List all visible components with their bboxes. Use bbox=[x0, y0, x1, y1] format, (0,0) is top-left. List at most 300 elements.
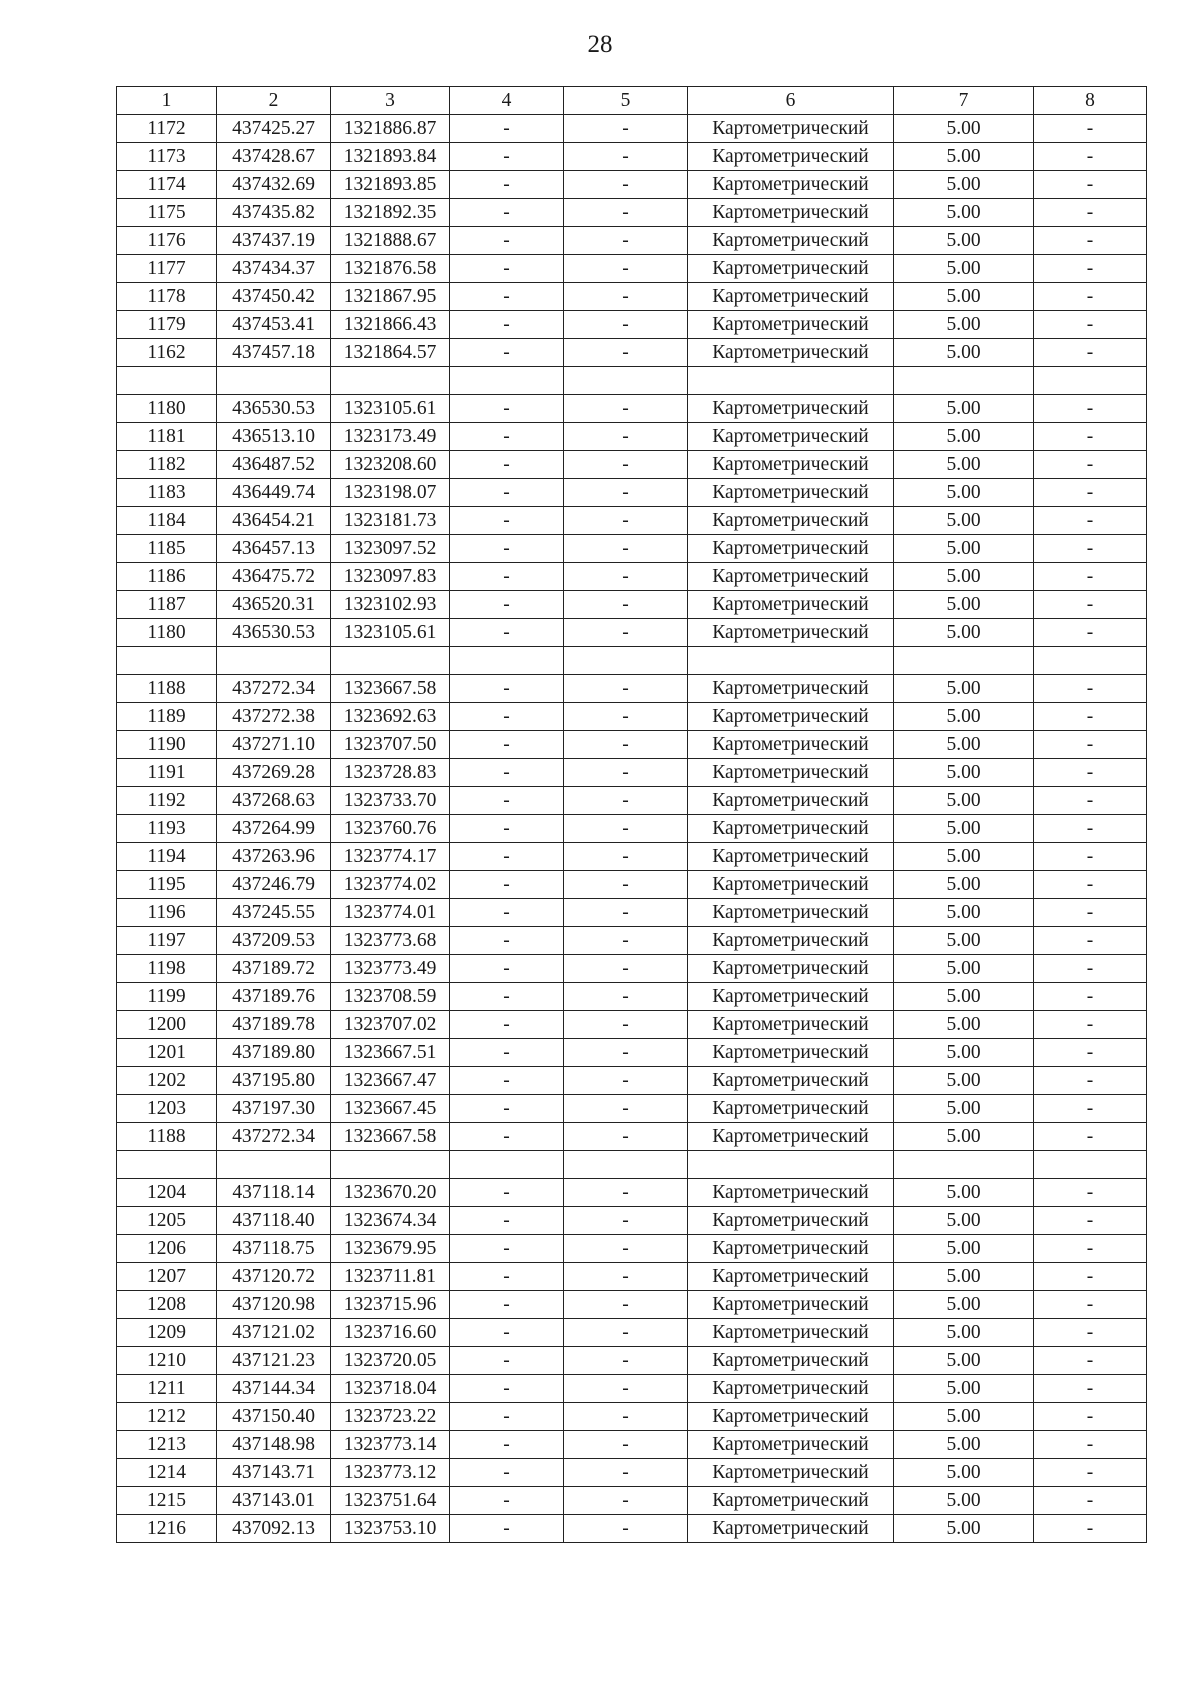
y-coordinate-cell: 1321892.35 bbox=[331, 199, 450, 227]
accuracy-cell: 5.00 bbox=[894, 731, 1034, 759]
col4-cell: - bbox=[450, 983, 564, 1011]
col4-cell: - bbox=[450, 479, 564, 507]
y-coordinate-cell: 1321866.43 bbox=[331, 311, 450, 339]
column-header-2: 2 bbox=[217, 87, 331, 115]
table-row bbox=[117, 759, 1147, 787]
x-coordinate-cell: 437209.53 bbox=[217, 927, 331, 955]
col8-cell: - bbox=[1034, 563, 1147, 591]
table-row bbox=[117, 1095, 1147, 1123]
col8-cell: - bbox=[1034, 423, 1147, 451]
col5-cell: - bbox=[564, 1375, 688, 1403]
x-coordinate-cell: 437453.41 bbox=[217, 311, 331, 339]
col8-cell: - bbox=[1034, 1011, 1147, 1039]
x-coordinate-cell: 437189.78 bbox=[217, 1011, 331, 1039]
col4-cell: - bbox=[450, 227, 564, 255]
col4-cell: - bbox=[450, 1011, 564, 1039]
y-coordinate-cell: 1323667.58 bbox=[331, 675, 450, 703]
empty-cell bbox=[117, 647, 217, 675]
col5-cell: - bbox=[564, 1067, 688, 1095]
accuracy-cell: 5.00 bbox=[894, 451, 1034, 479]
table-row bbox=[117, 815, 1147, 843]
method-cell: Картометрический bbox=[688, 479, 894, 507]
x-coordinate-cell: 437263.96 bbox=[217, 843, 331, 871]
accuracy-cell: 5.00 bbox=[894, 535, 1034, 563]
col8-cell: - bbox=[1034, 815, 1147, 843]
col4-cell: - bbox=[450, 1095, 564, 1123]
col5-cell: - bbox=[564, 927, 688, 955]
col4-cell: - bbox=[450, 311, 564, 339]
accuracy-cell: 5.00 bbox=[894, 479, 1034, 507]
accuracy-cell: 5.00 bbox=[894, 255, 1034, 283]
point-number-cell: 1209 bbox=[117, 1319, 217, 1347]
col8-cell: - bbox=[1034, 1375, 1147, 1403]
accuracy-cell: 5.00 bbox=[894, 1039, 1034, 1067]
table-row bbox=[117, 1179, 1147, 1207]
x-coordinate-cell: 437432.69 bbox=[217, 171, 331, 199]
table-row bbox=[117, 451, 1147, 479]
col8-cell: - bbox=[1034, 339, 1147, 367]
x-coordinate-cell: 437435.82 bbox=[217, 199, 331, 227]
point-number-cell: 1196 bbox=[117, 899, 217, 927]
x-coordinate-cell: 437144.34 bbox=[217, 1375, 331, 1403]
col8-cell: - bbox=[1034, 703, 1147, 731]
col4-cell: - bbox=[450, 507, 564, 535]
method-cell: Картометрический bbox=[688, 1207, 894, 1235]
col4-cell: - bbox=[450, 1459, 564, 1487]
method-cell: Картометрический bbox=[688, 815, 894, 843]
table-row bbox=[117, 983, 1147, 1011]
col8-cell: - bbox=[1034, 1179, 1147, 1207]
y-coordinate-cell: 1323707.50 bbox=[331, 731, 450, 759]
empty-cell bbox=[688, 647, 894, 675]
col8-cell: - bbox=[1034, 1431, 1147, 1459]
accuracy-cell: 5.00 bbox=[894, 1431, 1034, 1459]
table-row bbox=[117, 1235, 1147, 1263]
col5-cell: - bbox=[564, 255, 688, 283]
table-row bbox=[117, 1403, 1147, 1431]
col8-cell: - bbox=[1034, 1347, 1147, 1375]
method-cell: Картометрический bbox=[688, 591, 894, 619]
x-coordinate-cell: 437118.14 bbox=[217, 1179, 331, 1207]
y-coordinate-cell: 1323667.45 bbox=[331, 1095, 450, 1123]
col5-cell: - bbox=[564, 451, 688, 479]
col8-cell: - bbox=[1034, 311, 1147, 339]
table-row bbox=[117, 927, 1147, 955]
separator-row bbox=[117, 367, 1147, 395]
empty-cell bbox=[894, 1151, 1034, 1179]
col5-cell: - bbox=[564, 983, 688, 1011]
empty-cell bbox=[331, 647, 450, 675]
accuracy-cell: 5.00 bbox=[894, 1459, 1034, 1487]
empty-cell bbox=[1034, 1151, 1147, 1179]
empty-cell bbox=[894, 647, 1034, 675]
col8-cell: - bbox=[1034, 1291, 1147, 1319]
method-cell: Картометрический bbox=[688, 535, 894, 563]
page-number: 28 bbox=[587, 31, 613, 58]
point-number-cell: 1211 bbox=[117, 1375, 217, 1403]
accuracy-cell: 5.00 bbox=[894, 703, 1034, 731]
col4-cell: - bbox=[450, 843, 564, 871]
table-row bbox=[117, 899, 1147, 927]
col5-cell: - bbox=[564, 1347, 688, 1375]
col5-cell: - bbox=[564, 143, 688, 171]
col4-cell: - bbox=[450, 143, 564, 171]
y-coordinate-cell: 1323105.61 bbox=[331, 395, 450, 423]
table-row bbox=[117, 675, 1147, 703]
empty-cell bbox=[331, 367, 450, 395]
col4-cell: - bbox=[450, 1207, 564, 1235]
method-cell: Картометрический bbox=[688, 927, 894, 955]
col8-cell: - bbox=[1034, 1487, 1147, 1515]
x-coordinate-cell: 437437.19 bbox=[217, 227, 331, 255]
col8-cell: - bbox=[1034, 955, 1147, 983]
accuracy-cell: 5.00 bbox=[894, 1011, 1034, 1039]
point-number-cell: 1181 bbox=[117, 423, 217, 451]
point-number-cell: 1201 bbox=[117, 1039, 217, 1067]
table-row bbox=[117, 423, 1147, 451]
col5-cell: - bbox=[564, 1235, 688, 1263]
x-coordinate-cell: 437272.34 bbox=[217, 1123, 331, 1151]
point-number-cell: 1216 bbox=[117, 1515, 217, 1543]
empty-cell bbox=[217, 647, 331, 675]
table-row bbox=[117, 283, 1147, 311]
accuracy-cell: 5.00 bbox=[894, 1319, 1034, 1347]
point-number-cell: 1210 bbox=[117, 1347, 217, 1375]
method-cell: Картометрический bbox=[688, 871, 894, 899]
x-coordinate-cell: 436449.74 bbox=[217, 479, 331, 507]
x-coordinate-cell: 437118.75 bbox=[217, 1235, 331, 1263]
y-coordinate-cell: 1323773.14 bbox=[331, 1431, 450, 1459]
method-cell: Картометрический bbox=[688, 283, 894, 311]
table-row bbox=[117, 479, 1147, 507]
col5-cell: - bbox=[564, 955, 688, 983]
x-coordinate-cell: 437271.10 bbox=[217, 731, 331, 759]
col4-cell: - bbox=[450, 1263, 564, 1291]
col8-cell: - bbox=[1034, 1403, 1147, 1431]
col4-cell: - bbox=[450, 1067, 564, 1095]
col8-cell: - bbox=[1034, 199, 1147, 227]
y-coordinate-cell: 1323679.95 bbox=[331, 1235, 450, 1263]
col4-cell: - bbox=[450, 171, 564, 199]
col5-cell: - bbox=[564, 1095, 688, 1123]
table-row bbox=[117, 311, 1147, 339]
y-coordinate-cell: 1323198.07 bbox=[331, 479, 450, 507]
y-coordinate-cell: 1321893.84 bbox=[331, 143, 450, 171]
accuracy-cell: 5.00 bbox=[894, 171, 1034, 199]
table-row bbox=[117, 1487, 1147, 1515]
table-row bbox=[117, 843, 1147, 871]
method-cell: Картометрический bbox=[688, 731, 894, 759]
col8-cell: - bbox=[1034, 1515, 1147, 1543]
y-coordinate-cell: 1321876.58 bbox=[331, 255, 450, 283]
method-cell: Картометрический bbox=[688, 423, 894, 451]
table-row bbox=[117, 1291, 1147, 1319]
accuracy-cell: 5.00 bbox=[894, 955, 1034, 983]
accuracy-cell: 5.00 bbox=[894, 983, 1034, 1011]
point-number-cell: 1207 bbox=[117, 1263, 217, 1291]
col5-cell: - bbox=[564, 899, 688, 927]
col5-cell: - bbox=[564, 395, 688, 423]
table-row bbox=[117, 1067, 1147, 1095]
empty-cell bbox=[564, 1151, 688, 1179]
x-coordinate-cell: 436520.31 bbox=[217, 591, 331, 619]
x-coordinate-cell: 437143.01 bbox=[217, 1487, 331, 1515]
empty-cell bbox=[217, 367, 331, 395]
method-cell: Картометрический bbox=[688, 843, 894, 871]
point-number-cell: 1183 bbox=[117, 479, 217, 507]
col5-cell: - bbox=[564, 731, 688, 759]
method-cell: Картометрический bbox=[688, 255, 894, 283]
col8-cell: - bbox=[1034, 535, 1147, 563]
col8-cell: - bbox=[1034, 871, 1147, 899]
accuracy-cell: 5.00 bbox=[894, 1347, 1034, 1375]
col5-cell: - bbox=[564, 1179, 688, 1207]
col8-cell: - bbox=[1034, 675, 1147, 703]
col5-cell: - bbox=[564, 227, 688, 255]
y-coordinate-cell: 1323692.63 bbox=[331, 703, 450, 731]
method-cell: Картометрический bbox=[688, 1067, 894, 1095]
accuracy-cell: 5.00 bbox=[894, 1263, 1034, 1291]
y-coordinate-cell: 1323173.49 bbox=[331, 423, 450, 451]
table-row bbox=[117, 199, 1147, 227]
separator-row bbox=[117, 1151, 1147, 1179]
col5-cell: - bbox=[564, 1515, 688, 1543]
method-cell: Картометрический bbox=[688, 395, 894, 423]
table-row bbox=[117, 143, 1147, 171]
empty-cell bbox=[688, 367, 894, 395]
method-cell: Картометрический bbox=[688, 171, 894, 199]
col4-cell: - bbox=[450, 395, 564, 423]
method-cell: Картометрический bbox=[688, 983, 894, 1011]
col4-cell: - bbox=[450, 1179, 564, 1207]
point-number-cell: 1214 bbox=[117, 1459, 217, 1487]
point-number-cell: 1192 bbox=[117, 787, 217, 815]
col8-cell: - bbox=[1034, 1095, 1147, 1123]
x-coordinate-cell: 437264.99 bbox=[217, 815, 331, 843]
col4-cell: - bbox=[450, 703, 564, 731]
col5-cell: - bbox=[564, 1403, 688, 1431]
col4-cell: - bbox=[450, 787, 564, 815]
y-coordinate-cell: 1323760.76 bbox=[331, 815, 450, 843]
col5-cell: - bbox=[564, 619, 688, 647]
point-number-cell: 1178 bbox=[117, 283, 217, 311]
empty-cell bbox=[688, 1151, 894, 1179]
point-number-cell: 1208 bbox=[117, 1291, 217, 1319]
col4-cell: - bbox=[450, 1123, 564, 1151]
accuracy-cell: 5.00 bbox=[894, 199, 1034, 227]
x-coordinate-cell: 437268.63 bbox=[217, 787, 331, 815]
y-coordinate-cell: 1323097.52 bbox=[331, 535, 450, 563]
col8-cell: - bbox=[1034, 1067, 1147, 1095]
empty-cell bbox=[217, 1151, 331, 1179]
x-coordinate-cell: 437121.02 bbox=[217, 1319, 331, 1347]
col5-cell: - bbox=[564, 1291, 688, 1319]
method-cell: Картометрический bbox=[688, 1291, 894, 1319]
col5-cell: - bbox=[564, 423, 688, 451]
method-cell: Картометрический bbox=[688, 311, 894, 339]
col5-cell: - bbox=[564, 199, 688, 227]
col8-cell: - bbox=[1034, 1459, 1147, 1487]
col5-cell: - bbox=[564, 787, 688, 815]
y-coordinate-cell: 1323773.68 bbox=[331, 927, 450, 955]
point-number-cell: 1197 bbox=[117, 927, 217, 955]
col4-cell: - bbox=[450, 675, 564, 703]
col8-cell: - bbox=[1034, 227, 1147, 255]
point-number-cell: 1189 bbox=[117, 703, 217, 731]
accuracy-cell: 5.00 bbox=[894, 507, 1034, 535]
accuracy-cell: 5.00 bbox=[894, 787, 1034, 815]
accuracy-cell: 5.00 bbox=[894, 1207, 1034, 1235]
table-row bbox=[117, 563, 1147, 591]
point-number-cell: 1199 bbox=[117, 983, 217, 1011]
y-coordinate-cell: 1323674.34 bbox=[331, 1207, 450, 1235]
table-row bbox=[117, 1515, 1147, 1543]
accuracy-cell: 5.00 bbox=[894, 311, 1034, 339]
col8-cell: - bbox=[1034, 899, 1147, 927]
x-coordinate-cell: 436530.53 bbox=[217, 619, 331, 647]
col4-cell: - bbox=[450, 115, 564, 143]
x-coordinate-cell: 437120.72 bbox=[217, 1263, 331, 1291]
col5-cell: - bbox=[564, 675, 688, 703]
column-header-6: 6 bbox=[688, 87, 894, 115]
x-coordinate-cell: 437118.40 bbox=[217, 1207, 331, 1235]
col5-cell: - bbox=[564, 507, 688, 535]
header-row bbox=[117, 87, 1147, 115]
col4-cell: - bbox=[450, 1291, 564, 1319]
empty-cell bbox=[450, 647, 564, 675]
point-number-cell: 1200 bbox=[117, 1011, 217, 1039]
empty-cell bbox=[564, 367, 688, 395]
point-number-cell: 1187 bbox=[117, 591, 217, 619]
col5-cell: - bbox=[564, 815, 688, 843]
y-coordinate-cell: 1323208.60 bbox=[331, 451, 450, 479]
method-cell: Картометрический bbox=[688, 143, 894, 171]
table-row bbox=[117, 395, 1147, 423]
accuracy-cell: 5.00 bbox=[894, 675, 1034, 703]
table-row bbox=[117, 1011, 1147, 1039]
col5-cell: - bbox=[564, 1207, 688, 1235]
table-row bbox=[117, 1347, 1147, 1375]
y-coordinate-cell: 1323716.60 bbox=[331, 1319, 450, 1347]
column-header-3: 3 bbox=[331, 87, 450, 115]
point-number-cell: 1198 bbox=[117, 955, 217, 983]
y-coordinate-cell: 1323667.47 bbox=[331, 1067, 450, 1095]
method-cell: Картометрический bbox=[688, 759, 894, 787]
table-row bbox=[117, 619, 1147, 647]
table-row bbox=[117, 1263, 1147, 1291]
accuracy-cell: 5.00 bbox=[894, 563, 1034, 591]
accuracy-cell: 5.00 bbox=[894, 843, 1034, 871]
col4-cell: - bbox=[450, 731, 564, 759]
method-cell: Картометрический bbox=[688, 955, 894, 983]
method-cell: Картометрический bbox=[688, 1347, 894, 1375]
y-coordinate-cell: 1323723.22 bbox=[331, 1403, 450, 1431]
x-coordinate-cell: 436530.53 bbox=[217, 395, 331, 423]
column-header-8: 8 bbox=[1034, 87, 1147, 115]
y-coordinate-cell: 1321864.57 bbox=[331, 339, 450, 367]
col8-cell: - bbox=[1034, 591, 1147, 619]
point-number-cell: 1191 bbox=[117, 759, 217, 787]
method-cell: Картометрический bbox=[688, 1179, 894, 1207]
col5-cell: - bbox=[564, 1039, 688, 1067]
accuracy-cell: 5.00 bbox=[894, 815, 1034, 843]
y-coordinate-cell: 1323715.96 bbox=[331, 1291, 450, 1319]
point-number-cell: 1212 bbox=[117, 1403, 217, 1431]
coordinates-table bbox=[116, 86, 1147, 1543]
col8-cell: - bbox=[1034, 787, 1147, 815]
col4-cell: - bbox=[450, 535, 564, 563]
table-row bbox=[117, 1431, 1147, 1459]
column-header-7: 7 bbox=[894, 87, 1034, 115]
empty-cell bbox=[564, 647, 688, 675]
x-coordinate-cell: 437457.18 bbox=[217, 339, 331, 367]
accuracy-cell: 5.00 bbox=[894, 339, 1034, 367]
x-coordinate-cell: 437189.76 bbox=[217, 983, 331, 1011]
accuracy-cell: 5.00 bbox=[894, 1235, 1034, 1263]
col5-cell: - bbox=[564, 563, 688, 591]
accuracy-cell: 5.00 bbox=[894, 1375, 1034, 1403]
col8-cell: - bbox=[1034, 283, 1147, 311]
col4-cell: - bbox=[450, 1515, 564, 1543]
point-number-cell: 1213 bbox=[117, 1431, 217, 1459]
point-number-cell: 1203 bbox=[117, 1095, 217, 1123]
point-number-cell: 1186 bbox=[117, 563, 217, 591]
y-coordinate-cell: 1323774.01 bbox=[331, 899, 450, 927]
point-number-cell: 1180 bbox=[117, 395, 217, 423]
col4-cell: - bbox=[450, 1487, 564, 1515]
col5-cell: - bbox=[564, 1011, 688, 1039]
col5-cell: - bbox=[564, 1123, 688, 1151]
point-number-cell: 1202 bbox=[117, 1067, 217, 1095]
y-coordinate-cell: 1323711.81 bbox=[331, 1263, 450, 1291]
x-coordinate-cell: 437428.67 bbox=[217, 143, 331, 171]
col4-cell: - bbox=[450, 955, 564, 983]
col8-cell: - bbox=[1034, 395, 1147, 423]
method-cell: Картометрический bbox=[688, 1263, 894, 1291]
table-row bbox=[117, 731, 1147, 759]
col5-cell: - bbox=[564, 1459, 688, 1487]
table-row bbox=[117, 255, 1147, 283]
col5-cell: - bbox=[564, 1263, 688, 1291]
point-number-cell: 1172 bbox=[117, 115, 217, 143]
col8-cell: - bbox=[1034, 983, 1147, 1011]
col4-cell: - bbox=[450, 199, 564, 227]
empty-cell bbox=[894, 367, 1034, 395]
y-coordinate-cell: 1323733.70 bbox=[331, 787, 450, 815]
accuracy-cell: 5.00 bbox=[894, 619, 1034, 647]
x-coordinate-cell: 437450.42 bbox=[217, 283, 331, 311]
table-row bbox=[117, 535, 1147, 563]
col4-cell: - bbox=[450, 451, 564, 479]
accuracy-cell: 5.00 bbox=[894, 871, 1034, 899]
method-cell: Картометрический bbox=[688, 199, 894, 227]
col8-cell: - bbox=[1034, 619, 1147, 647]
col8-cell: - bbox=[1034, 507, 1147, 535]
col5-cell: - bbox=[564, 591, 688, 619]
col5-cell: - bbox=[564, 1319, 688, 1347]
col5-cell: - bbox=[564, 535, 688, 563]
y-coordinate-cell: 1321888.67 bbox=[331, 227, 450, 255]
col5-cell: - bbox=[564, 339, 688, 367]
y-coordinate-cell: 1323774.17 bbox=[331, 843, 450, 871]
col8-cell: - bbox=[1034, 1235, 1147, 1263]
accuracy-cell: 5.00 bbox=[894, 1095, 1034, 1123]
point-number-cell: 1174 bbox=[117, 171, 217, 199]
method-cell: Картометрический bbox=[688, 1319, 894, 1347]
point-number-cell: 1182 bbox=[117, 451, 217, 479]
table-row bbox=[117, 1207, 1147, 1235]
x-coordinate-cell: 436513.10 bbox=[217, 423, 331, 451]
